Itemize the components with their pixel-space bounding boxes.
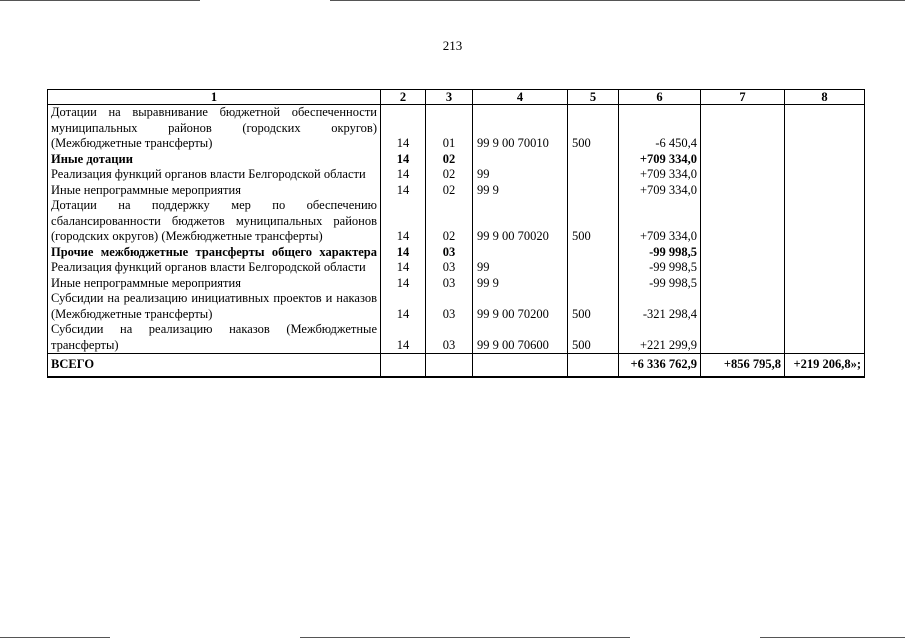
section-cell: 14 (381, 105, 426, 152)
table-row (48, 291, 865, 322)
amount-col8-cell (785, 260, 865, 276)
table-row (48, 198, 865, 245)
amount-col6-cell: +709 334,0 (619, 198, 701, 245)
amount-col7-cell (701, 260, 785, 276)
table-row (48, 167, 865, 183)
subsection-cell: 03 (426, 291, 473, 322)
section-cell: 14 (381, 167, 426, 183)
table-row (48, 322, 865, 354)
column-header-3: 3 (426, 90, 473, 105)
table-body (48, 105, 865, 378)
amount-col8-cell (785, 152, 865, 168)
subsection-cell: 02 (426, 198, 473, 245)
amount-col6-cell: +709 334,0 (619, 152, 701, 168)
total-subsection-cell (426, 354, 473, 378)
column-header-7: 7 (701, 90, 785, 105)
description-cell: Субсидии на реализацию наказов (Межбюджетные трансферты) (48, 322, 381, 354)
expense-type-cell (568, 245, 619, 261)
amount-col8-cell (785, 291, 865, 322)
expense-type-cell: 500 (568, 322, 619, 354)
column-header-8: 8 (785, 90, 865, 105)
subsection-cell: 03 (426, 260, 473, 276)
description-cell: Иные дотации (48, 152, 381, 168)
target-article-cell (473, 245, 568, 261)
scan-edge-top-right (330, 0, 905, 1)
target-article-cell: 99 9 (473, 183, 568, 199)
subsection-cell: 02 (426, 167, 473, 183)
total-section-cell (381, 354, 426, 378)
expense-type-cell: 500 (568, 291, 619, 322)
expense-type-cell (568, 167, 619, 183)
amount-col8-cell (785, 167, 865, 183)
subsection-cell: 02 (426, 152, 473, 168)
amount-col7-cell (701, 198, 785, 245)
total-amount-col6: +6 336 762,9 (619, 354, 701, 378)
description-cell: Дотации на поддержку мер по обеспечению сбалансированности бюджетов муниципальных районов (городских округов) (Межбюджетные трансферты) (48, 198, 381, 245)
total-label: ВСЕГО (48, 354, 381, 378)
amount-col8-cell (785, 105, 865, 152)
section-cell: 14 (381, 245, 426, 261)
amount-col7-cell (701, 322, 785, 354)
target-article-cell: 99 9 00 70200 (473, 291, 568, 322)
table-row (48, 183, 865, 199)
scan-edge-bottom-right (760, 637, 905, 638)
amount-col7-cell (701, 245, 785, 261)
amount-col6-cell: +709 334,0 (619, 183, 701, 199)
page-number: 213 (442, 38, 463, 53)
description-cell: Прочие межбюджетные трансферты общего характера (48, 245, 381, 261)
amount-col6-cell: +709 334,0 (619, 167, 701, 183)
subsection-cell: 03 (426, 276, 473, 292)
amount-col6-cell: -321 298,4 (619, 291, 701, 322)
total-amount-col8: +219 206,8»; (785, 354, 865, 378)
budget-table (47, 89, 865, 378)
total-expense-type-cell (568, 354, 619, 378)
description-cell: Дотации на выравнивание бюджетной обеспеченности муниципальных районов (городских округов) (Межбюджетные трансферты) (48, 105, 381, 152)
scan-edge-top-left (0, 0, 200, 1)
expense-type-cell (568, 260, 619, 276)
amount-col6-cell: -99 998,5 (619, 260, 701, 276)
expense-type-cell (568, 276, 619, 292)
total-target-article-cell (473, 354, 568, 378)
description-cell: Субсидии на реализацию инициативных проектов и наказов (Межбюджетные трансферты) (48, 291, 381, 322)
section-cell: 14 (381, 322, 426, 354)
column-header-2: 2 (381, 90, 426, 105)
description-cell: Реализация функций органов власти Белгородской области (48, 167, 381, 183)
total-amount-col7: +856 795,8 (701, 354, 785, 378)
scan-edge-bottom-left (0, 637, 110, 638)
column-header-4: 4 (473, 90, 568, 105)
target-article-cell: 99 9 00 70600 (473, 322, 568, 354)
amount-col7-cell (701, 167, 785, 183)
amount-col6-cell: +221 299,9 (619, 322, 701, 354)
expense-type-cell (568, 183, 619, 199)
table-row (48, 260, 865, 276)
amount-col8-cell (785, 322, 865, 354)
target-article-cell: 99 (473, 167, 568, 183)
amount-col6-cell: -6 450,4 (619, 105, 701, 152)
column-header-1: 1 (48, 90, 381, 105)
description-cell: Иные непрограммные мероприятия (48, 276, 381, 292)
amount-col7-cell (701, 291, 785, 322)
column-header-5: 5 (568, 90, 619, 105)
expense-type-cell: 500 (568, 105, 619, 152)
section-cell: 14 (381, 152, 426, 168)
subsection-cell: 01 (426, 105, 473, 152)
table-header-row (48, 90, 865, 105)
amount-col8-cell (785, 276, 865, 292)
table-row (48, 276, 865, 292)
section-cell: 14 (381, 276, 426, 292)
target-article-cell: 99 (473, 260, 568, 276)
amount-col6-cell: -99 998,5 (619, 245, 701, 261)
table-row (48, 105, 865, 152)
section-cell: 14 (381, 291, 426, 322)
target-article-cell: 99 9 (473, 276, 568, 292)
expense-type-cell (568, 152, 619, 168)
table-row (48, 152, 865, 168)
total-row (48, 354, 865, 378)
subsection-cell: 03 (426, 245, 473, 261)
subsection-cell: 03 (426, 322, 473, 354)
description-cell: Реализация функций органов власти Белгородской области (48, 260, 381, 276)
subsection-cell: 02 (426, 183, 473, 199)
expense-type-cell: 500 (568, 198, 619, 245)
amount-col8-cell (785, 183, 865, 199)
amount-col7-cell (701, 183, 785, 199)
amount-col7-cell (701, 152, 785, 168)
section-cell: 14 (381, 183, 426, 199)
amount-col8-cell (785, 198, 865, 245)
amount-col7-cell (701, 276, 785, 292)
target-article-cell (473, 152, 568, 168)
table-row (48, 245, 865, 261)
amount-col7-cell (701, 105, 785, 152)
section-cell: 14 (381, 260, 426, 276)
target-article-cell: 99 9 00 70010 (473, 105, 568, 152)
description-cell: Иные непрограммные мероприятия (48, 183, 381, 199)
target-article-cell: 99 9 00 70020 (473, 198, 568, 245)
amount-col6-cell: -99 998,5 (619, 276, 701, 292)
amount-col8-cell (785, 245, 865, 261)
section-cell: 14 (381, 198, 426, 245)
column-header-6: 6 (619, 90, 701, 105)
scan-edge-bottom-mid (300, 637, 630, 638)
